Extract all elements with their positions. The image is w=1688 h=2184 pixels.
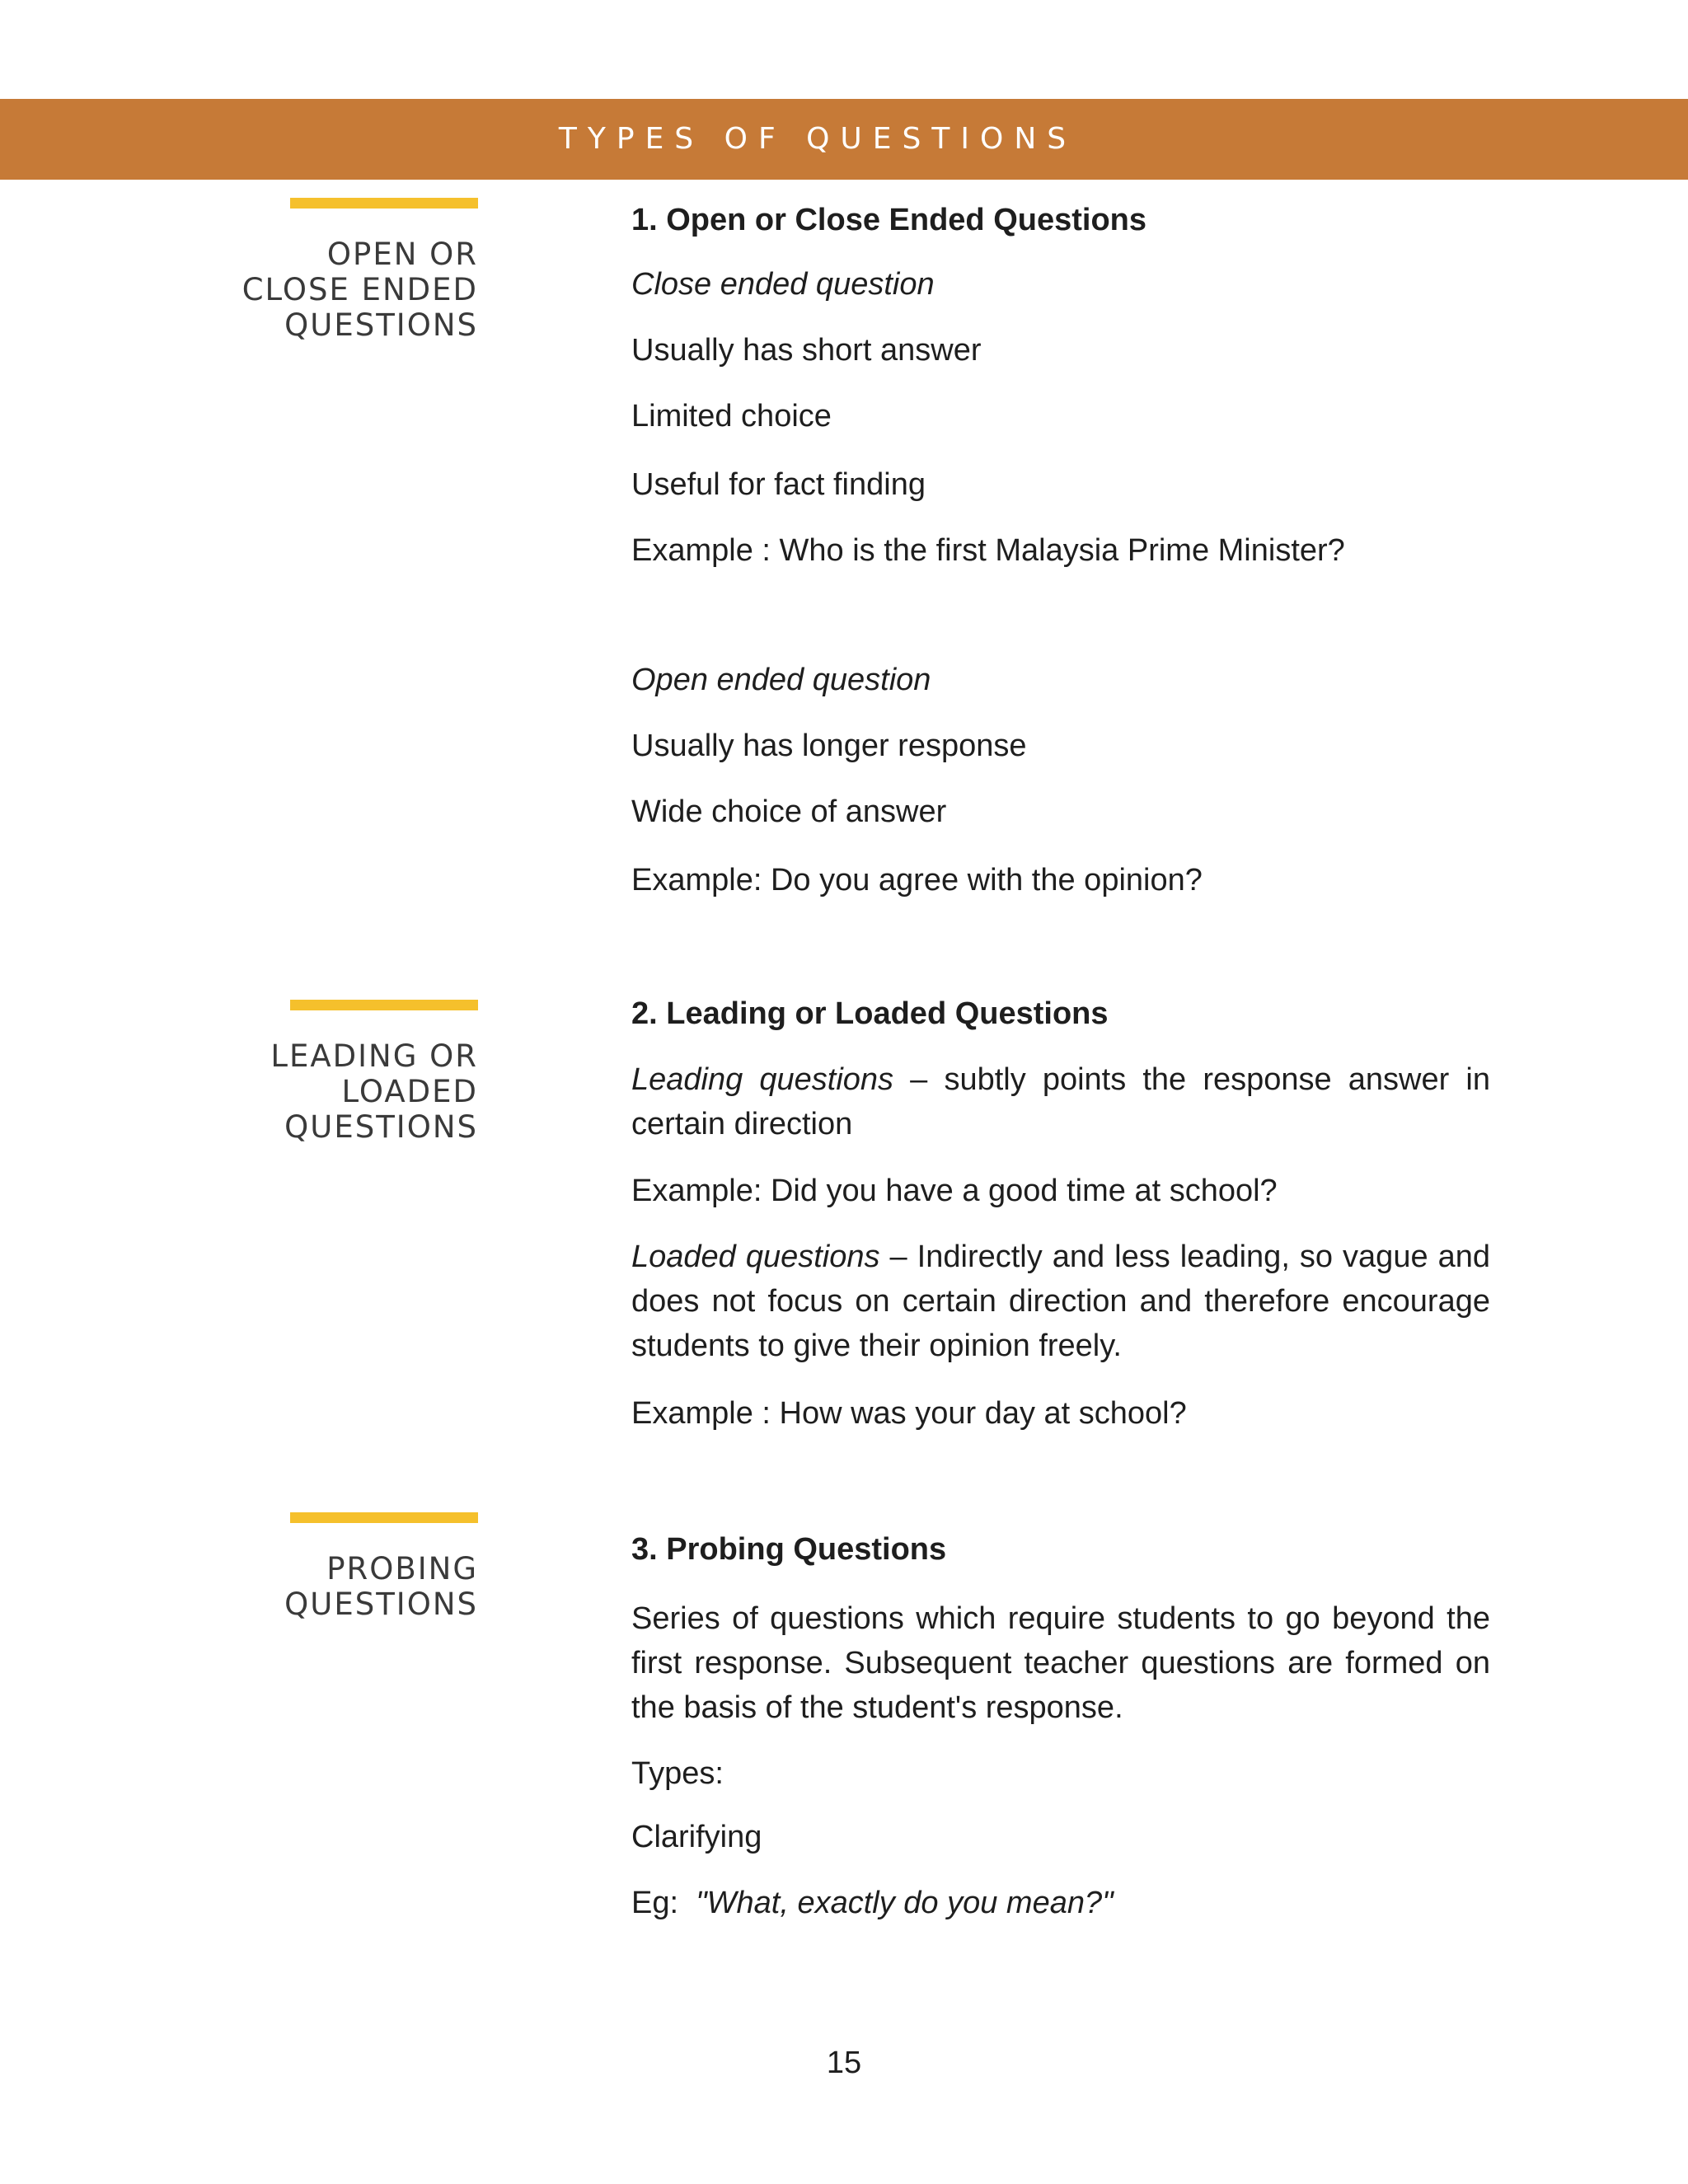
section-heading-open-close: 1. Open or Close Ended Questions xyxy=(631,203,1146,237)
accent-bar xyxy=(290,1512,478,1523)
sidebar-label-line: OPEN OR xyxy=(326,237,478,272)
leading-questions-text: – subtly points the response answer in certain direction xyxy=(631,1062,1490,1141)
leading-example: Example: Did you have a good time at school? xyxy=(631,1174,1278,1208)
sidebar-label-text xyxy=(214,237,478,343)
header-band xyxy=(0,99,1688,180)
accent-bar xyxy=(290,1000,478,1010)
sidebar-label-line: LEADING OR xyxy=(270,1038,478,1074)
example-prefix: Eg: xyxy=(631,1886,696,1920)
sidebar-label-line: QUESTIONS xyxy=(284,1586,478,1622)
sidebar-label-leading-loaded xyxy=(214,1000,478,1145)
example-quote: "What, exactly do you mean?" xyxy=(696,1886,1114,1920)
leading-questions-paragraph xyxy=(631,1057,1490,1146)
list-item: Limited choice xyxy=(631,399,832,434)
sidebar-label-line: QUESTIONS xyxy=(284,1109,478,1145)
term-loaded-questions: Loaded questions xyxy=(631,1240,880,1274)
sidebar-label-line: PROBING xyxy=(326,1551,478,1586)
sidebar-label-line: QUESTIONS xyxy=(284,307,478,343)
section-heading-leading-loaded: 2. Leading or Loaded Questions xyxy=(631,996,1109,1031)
probing-paragraph: Series of questions which require students to go beyond the first response. Subsequent teacher questions are formed on the basis of the student's response. xyxy=(631,1601,1490,1725)
page-title: TYPES OF QUESTIONS xyxy=(558,122,1077,156)
list-item: Usually has longer response xyxy=(631,729,1027,763)
list-item: Useful for fact finding xyxy=(631,467,926,502)
sidebar-label-line: LOADED xyxy=(341,1074,478,1109)
section-heading-probing: 3. Probing Questions xyxy=(631,1532,947,1567)
loaded-questions-text: – Indirectly and less leading, so vague and does not focus on certain direction and therefore encourage students to give their opinion freely. xyxy=(631,1240,1491,1363)
clarifying-example xyxy=(631,1881,1490,1925)
subheading-open-ended: Open ended question xyxy=(631,663,931,697)
list-item: Wide choice of answer xyxy=(631,794,947,829)
list-item: Example : Who is the first Malaysia Prime Minister? xyxy=(631,533,1345,568)
term-leading-questions: Leading questions xyxy=(631,1062,894,1097)
page-number: 15 xyxy=(826,2046,862,2080)
list-item: Usually has short answer xyxy=(631,333,982,368)
loaded-example: Example : How was your day at school? xyxy=(631,1396,1187,1431)
list-item: Example: Do you agree with the opinion? xyxy=(631,863,1203,898)
loaded-questions-paragraph xyxy=(631,1235,1490,1368)
sidebar-label-open-close xyxy=(214,198,478,343)
type-clarifying: Clarifying xyxy=(631,1820,762,1854)
sidebar-label-text xyxy=(214,1551,478,1622)
subheading-close-ended: Close ended question xyxy=(631,267,935,302)
sidebar-label-probing xyxy=(214,1512,478,1622)
accent-bar xyxy=(290,198,478,209)
sidebar-label-line: CLOSE ENDED xyxy=(241,272,478,307)
types-label: Types: xyxy=(631,1756,724,1791)
sidebar-label-text xyxy=(214,1038,478,1145)
